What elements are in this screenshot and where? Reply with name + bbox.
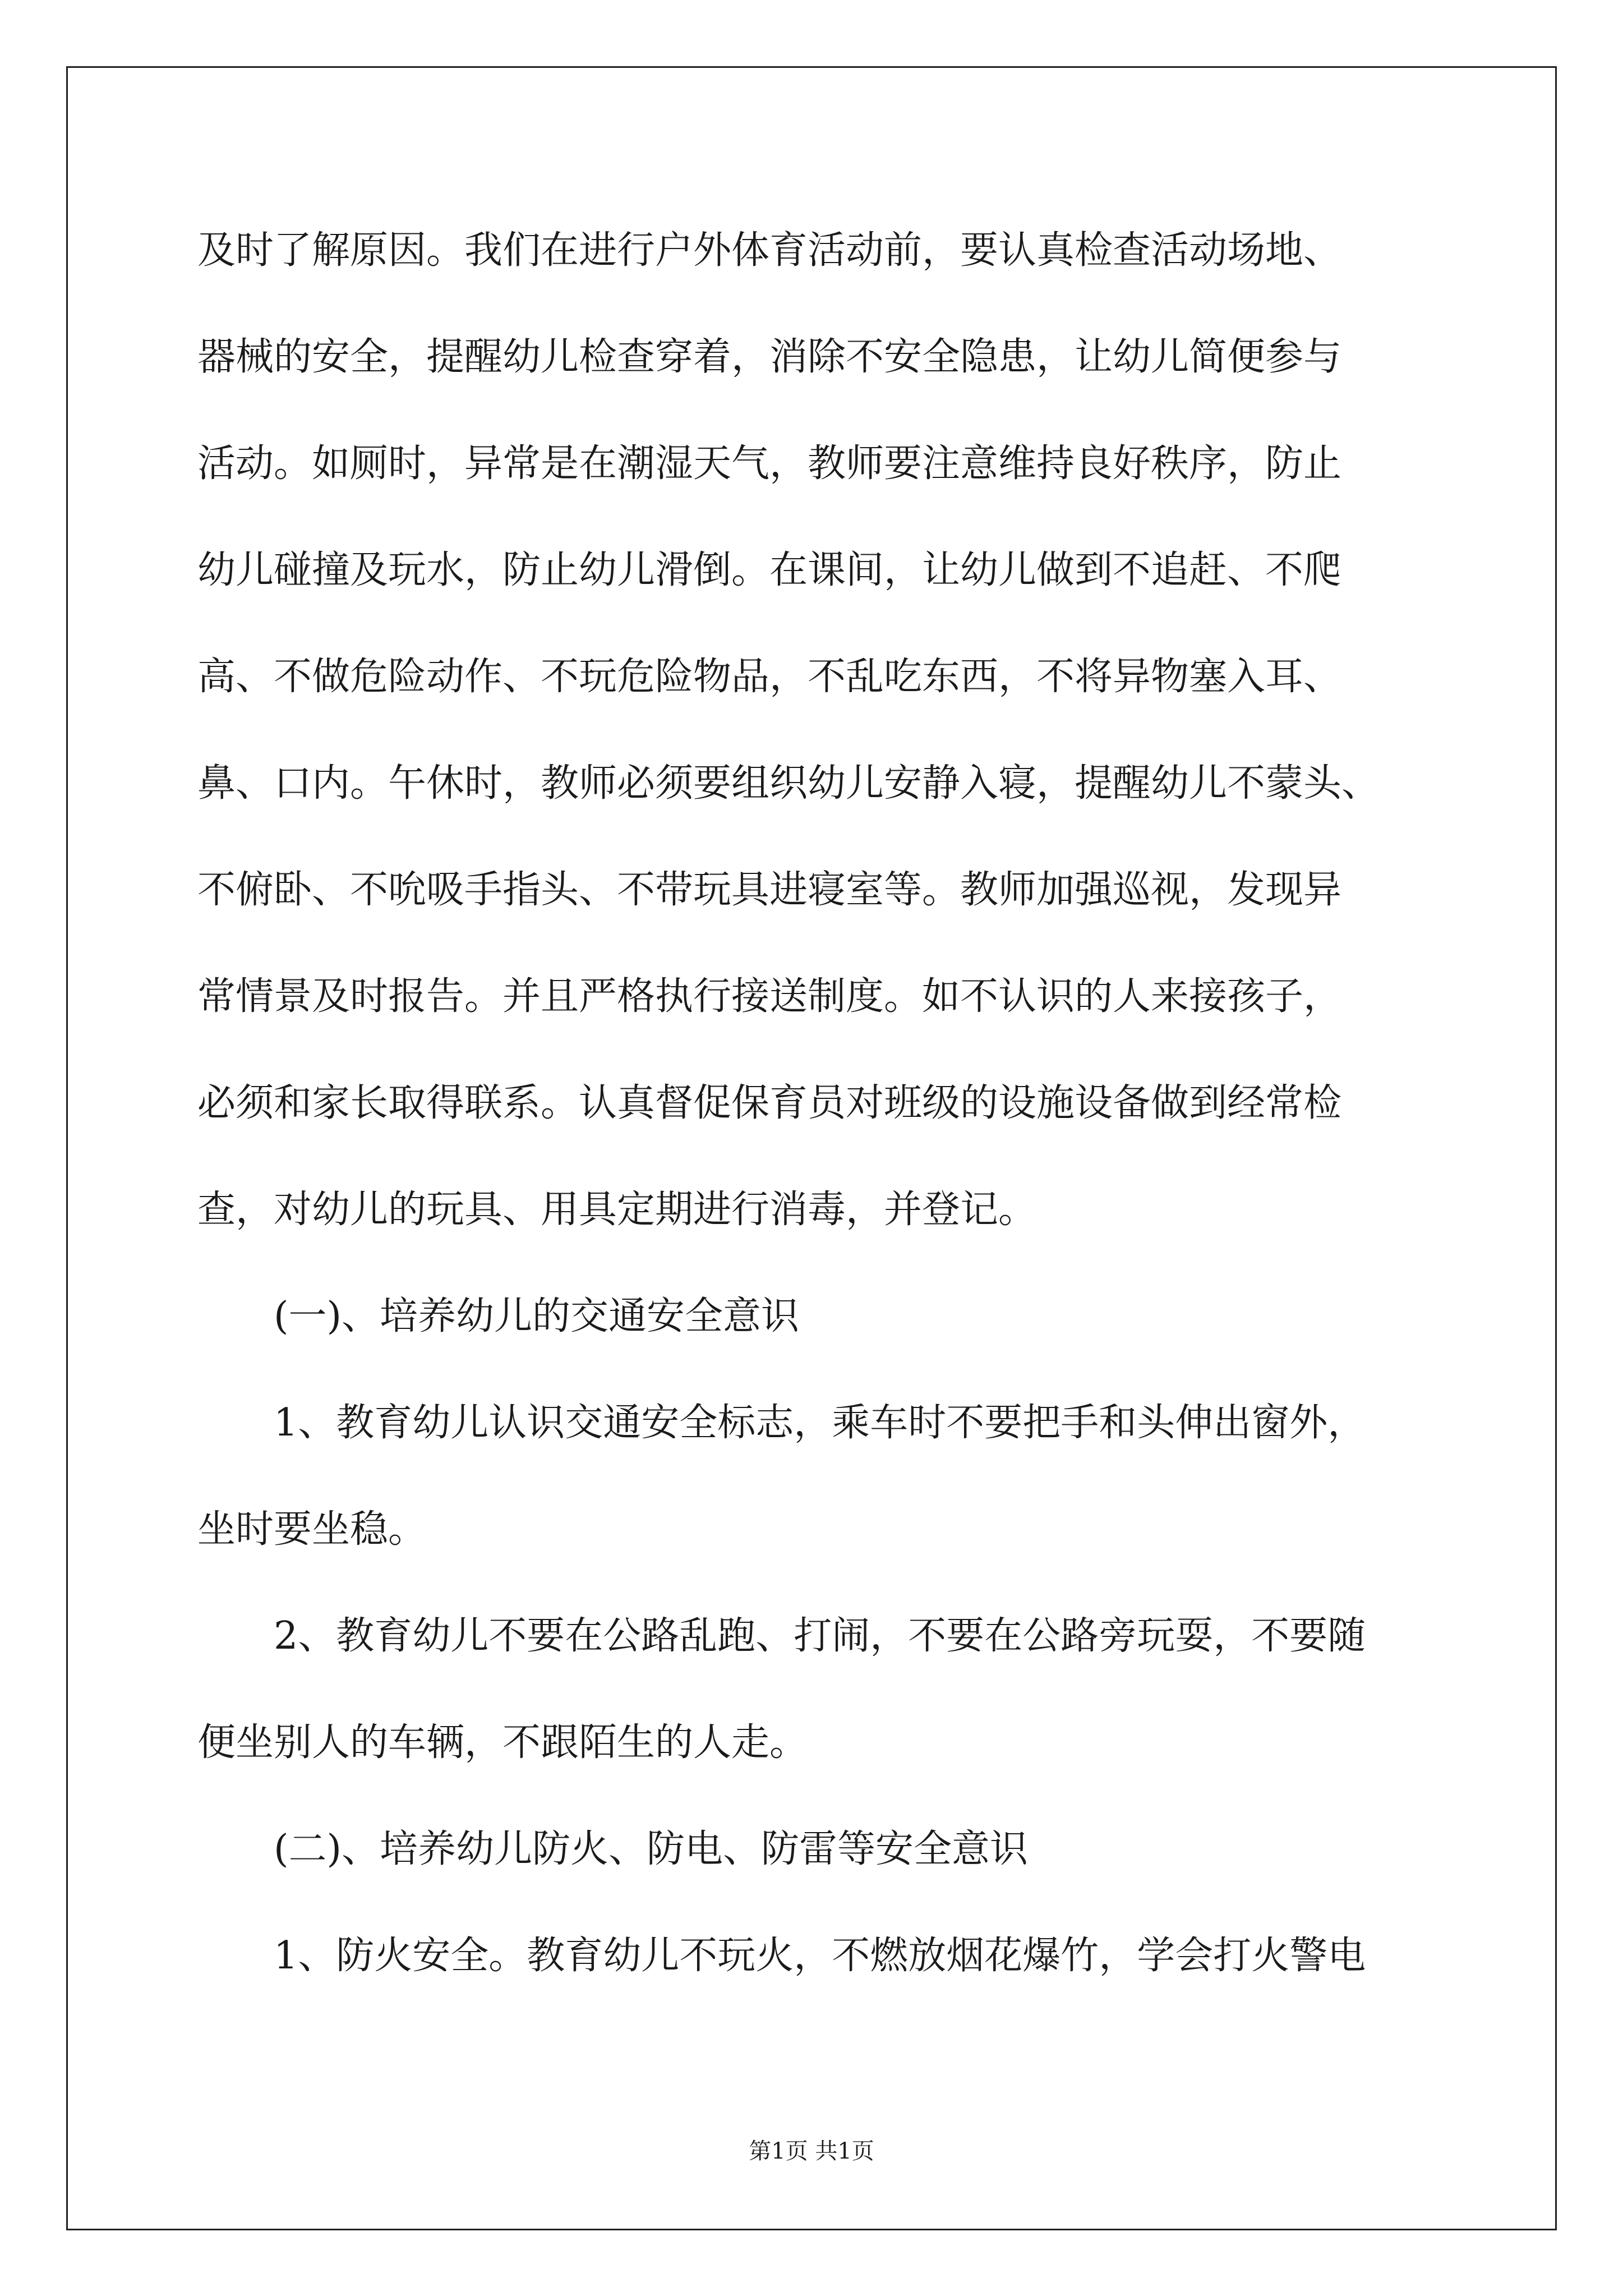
section-heading: (一)、培养幼儿的交通安全意识	[274, 1294, 800, 1338]
text-line: 1、防火安全。教育幼儿不玩火，不燃放烟花爆竹，学会打火警电	[274, 1934, 1366, 1978]
text-line: 便坐别人的车辆，不跟陌生的人走。	[197, 1720, 808, 1765]
text-line: 常情景及时报告。并且严格执行接送制度。如不认识的人来接孩子，	[197, 974, 1342, 1019]
section-heading: (二)、培养幼儿防火、防电、防雷等安全意识	[274, 1827, 1029, 1871]
text-line: 幼儿碰撞及玩水，防止幼儿滑倒。在课间，让幼儿做到不追赶、不爬	[197, 548, 1342, 592]
text-line: 2、教育幼儿不要在公路乱跑、打闹，不要在公路旁玩耍，不要随	[274, 1614, 1366, 1658]
text-line: 必须和家长取得联系。认真督促保育员对班级的设施设备做到经常检	[197, 1081, 1342, 1125]
text-line: 查，对幼儿的玩具、用具定期进行消毒，并登记。	[197, 1188, 1037, 1232]
text-line: 高、不做危险动作、不玩危险物品，不乱吃东西，不将异物塞入耳、	[197, 655, 1342, 699]
text-line: 及时了解原因。我们在进行户外体育活动前，要认真检查活动场地、	[197, 228, 1342, 273]
text-line: 不俯卧、不吮吸手指头、不带玩具进寝室等。教师加强巡视，发现异	[197, 868, 1342, 912]
page-footer: 第1页 共1页	[749, 2138, 874, 2164]
text-line: 活动。如厕时，异常是在潮湿天气，教师要注意维持良好秩序，防止	[197, 441, 1342, 486]
text-line: 鼻、口内。午休时，教师必须要组织幼儿安静入寝，提醒幼儿不蒙头、	[197, 761, 1380, 806]
text-line: 1、教育幼儿认识交通安全标志，乘车时不要把手和头伸出窗外，	[274, 1401, 1366, 1445]
text-line: 器械的安全，提醒幼儿检查穿着，消除不安全隐患，让幼儿简便参与	[197, 335, 1342, 379]
text-line: 坐时要坐稳。	[197, 1507, 427, 1552]
document-body	[197, 197, 1426, 2009]
